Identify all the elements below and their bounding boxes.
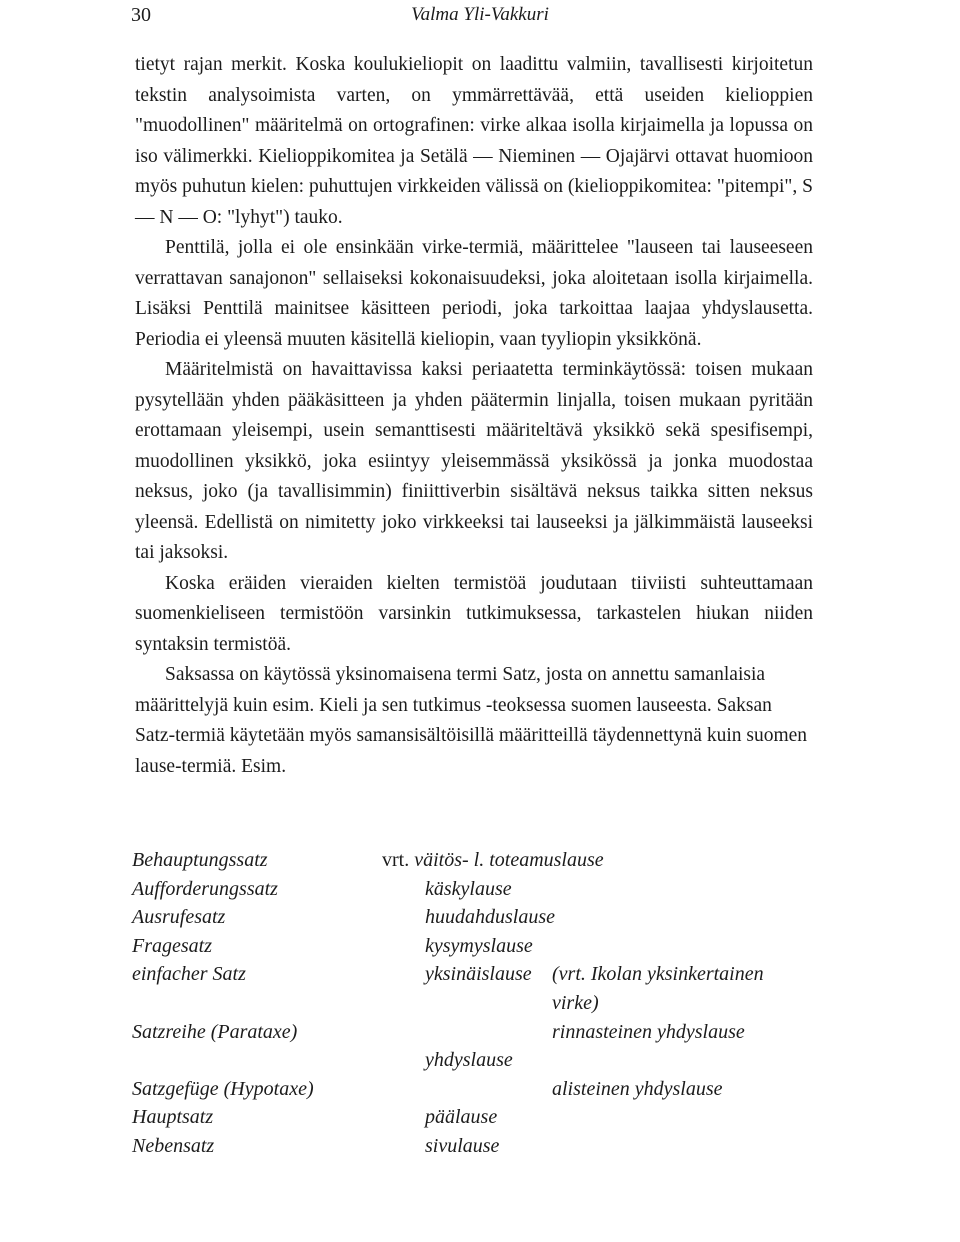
page-header: [0, 0, 960, 40]
term-note: virke): [552, 991, 599, 1014]
page-number: 30: [131, 4, 151, 26]
term-row: [132, 932, 832, 961]
finnish-term-text: väitös- l. toteamuslause: [414, 849, 604, 871]
german-term: Nebensatz: [132, 1134, 215, 1157]
finnish-term: yksinäislause: [425, 963, 532, 986]
term-note: rinnasteinen yhdyslause: [552, 1020, 745, 1043]
finnish-term: kysymyslause: [425, 934, 533, 957]
german-term: Hauptsatz: [132, 1106, 214, 1129]
finnish-term: sivulause: [425, 1134, 500, 1157]
body-text: [135, 50, 813, 782]
finnish-term: käskylause: [425, 877, 512, 900]
term-note: (vrt. Ikolan yksinkertainen: [552, 963, 764, 986]
term-row: [132, 1075, 832, 1104]
german-term: Satzgefüge (Hypotaxe): [132, 1077, 314, 1100]
term-row: [132, 903, 832, 932]
term-note: alisteinen yhdyslause: [552, 1077, 723, 1100]
paragraph: Penttilä, jolla ei ole ensinkään virke-termiä, määrittelee "lauseen tai lauseeseen verrattavan sanajonon" sellaiseksi kokonaisuudeksi, joka aloitetaan isolla kirjaimella. Lisäksi Penttilä mainitsee käsitteen periodi, joka tarkoittaa laajaa yhdyslausetta. Periodia ei yleensä muuten käsitellä kieliopin, vaan tyyliopin yksikkönä.: [135, 237, 813, 350]
vrt-prefix: vrt.: [382, 849, 410, 871]
german-term: einfacher Satz: [132, 963, 246, 986]
german-term: Aufforderungssatz: [132, 877, 278, 900]
term-row: [132, 846, 832, 875]
paragraph: tietyt rajan merkit. Koska koulukieliopit on laadittu valmiin, tavallisesti kirjoitetun tekstin analysoimista varten, on ymmärrettävää, että useiden kielioppien "muodollinen" määritelmä on ortografinen: virke alkaa isolla kirjaimella ja lopussa on iso välimerkki. Kielioppikomitea ja Setälä — Nieminen — Ojajärvi ottavat huomioon myös puhutun kielen: puhuttujen virkkeiden välissä on (kielioppikomitea: "pitempi", S — N — O: "lyhyt") tauko.: [135, 54, 813, 228]
term-row: [132, 1132, 832, 1161]
term-row: [132, 1103, 832, 1132]
german-term: Ausrufesatz: [132, 906, 226, 929]
german-term: Behauptungssatz: [132, 849, 268, 871]
term-row: [132, 1046, 832, 1075]
running-head: Valma Yli-Vakkuri: [411, 4, 549, 25]
finnish-term: yhdyslause: [425, 1049, 513, 1072]
finnish-term: huudahduslause: [425, 906, 555, 929]
finnish-term: [382, 846, 604, 875]
german-term: Satzreihe (Parataxe): [132, 1020, 298, 1043]
paragraph: Koska eräiden vieraiden kielten termistöä joudutaan tiiviisti suhteuttamaan suomenkieliseen termistöön varsinkin tutkimuksessa, tarkastelen hiukan niiden syntaksin termistöä.: [135, 572, 813, 655]
term-row: [132, 875, 832, 904]
german-term: Fragesatz: [132, 934, 212, 957]
term-row: [132, 1018, 832, 1047]
term-comparison-list: [132, 846, 832, 1161]
paragraph: Saksassa on käytössä yksinomaisena termi Satz, josta on annettu samanlaisia määrittelyjä kuin esim. Kieli ja sen tutkimus -teoksessa suomen lauseesta. Saksan Satz-termiä käytetään myös samansisältöisillä määritteillä täydennettynä kuin suomen lause-termiä. Esim.: [135, 664, 808, 777]
finnish-term: päälause: [425, 1106, 498, 1129]
paragraph: Määritelmistä on havaittavissa kaksi periaatetta terminkäytössä: toisen mukaan pysytellään yhden pääkäsitteen ja yhden päätermin linjalla, toisen mukaan pyritään erottamaan yleisempi, usein semanttisesti määriteltävä yksikkö sekä spesifisempi, muodollinen yksikkö, joka esiintyy yleisemmässä yksikössä ja jonka muodostaa neksus, joko (ja tavallisimmin) finiittiverbin sisältävä neksus taikka sitten neksus yleensä. Edellistä on nimitetty joko virkkeeksi tai lauseeksi ja jälkimmäistä lauseeksi tai jaksoksi.: [135, 359, 813, 563]
term-row: [132, 960, 832, 989]
term-row: [132, 989, 832, 1018]
